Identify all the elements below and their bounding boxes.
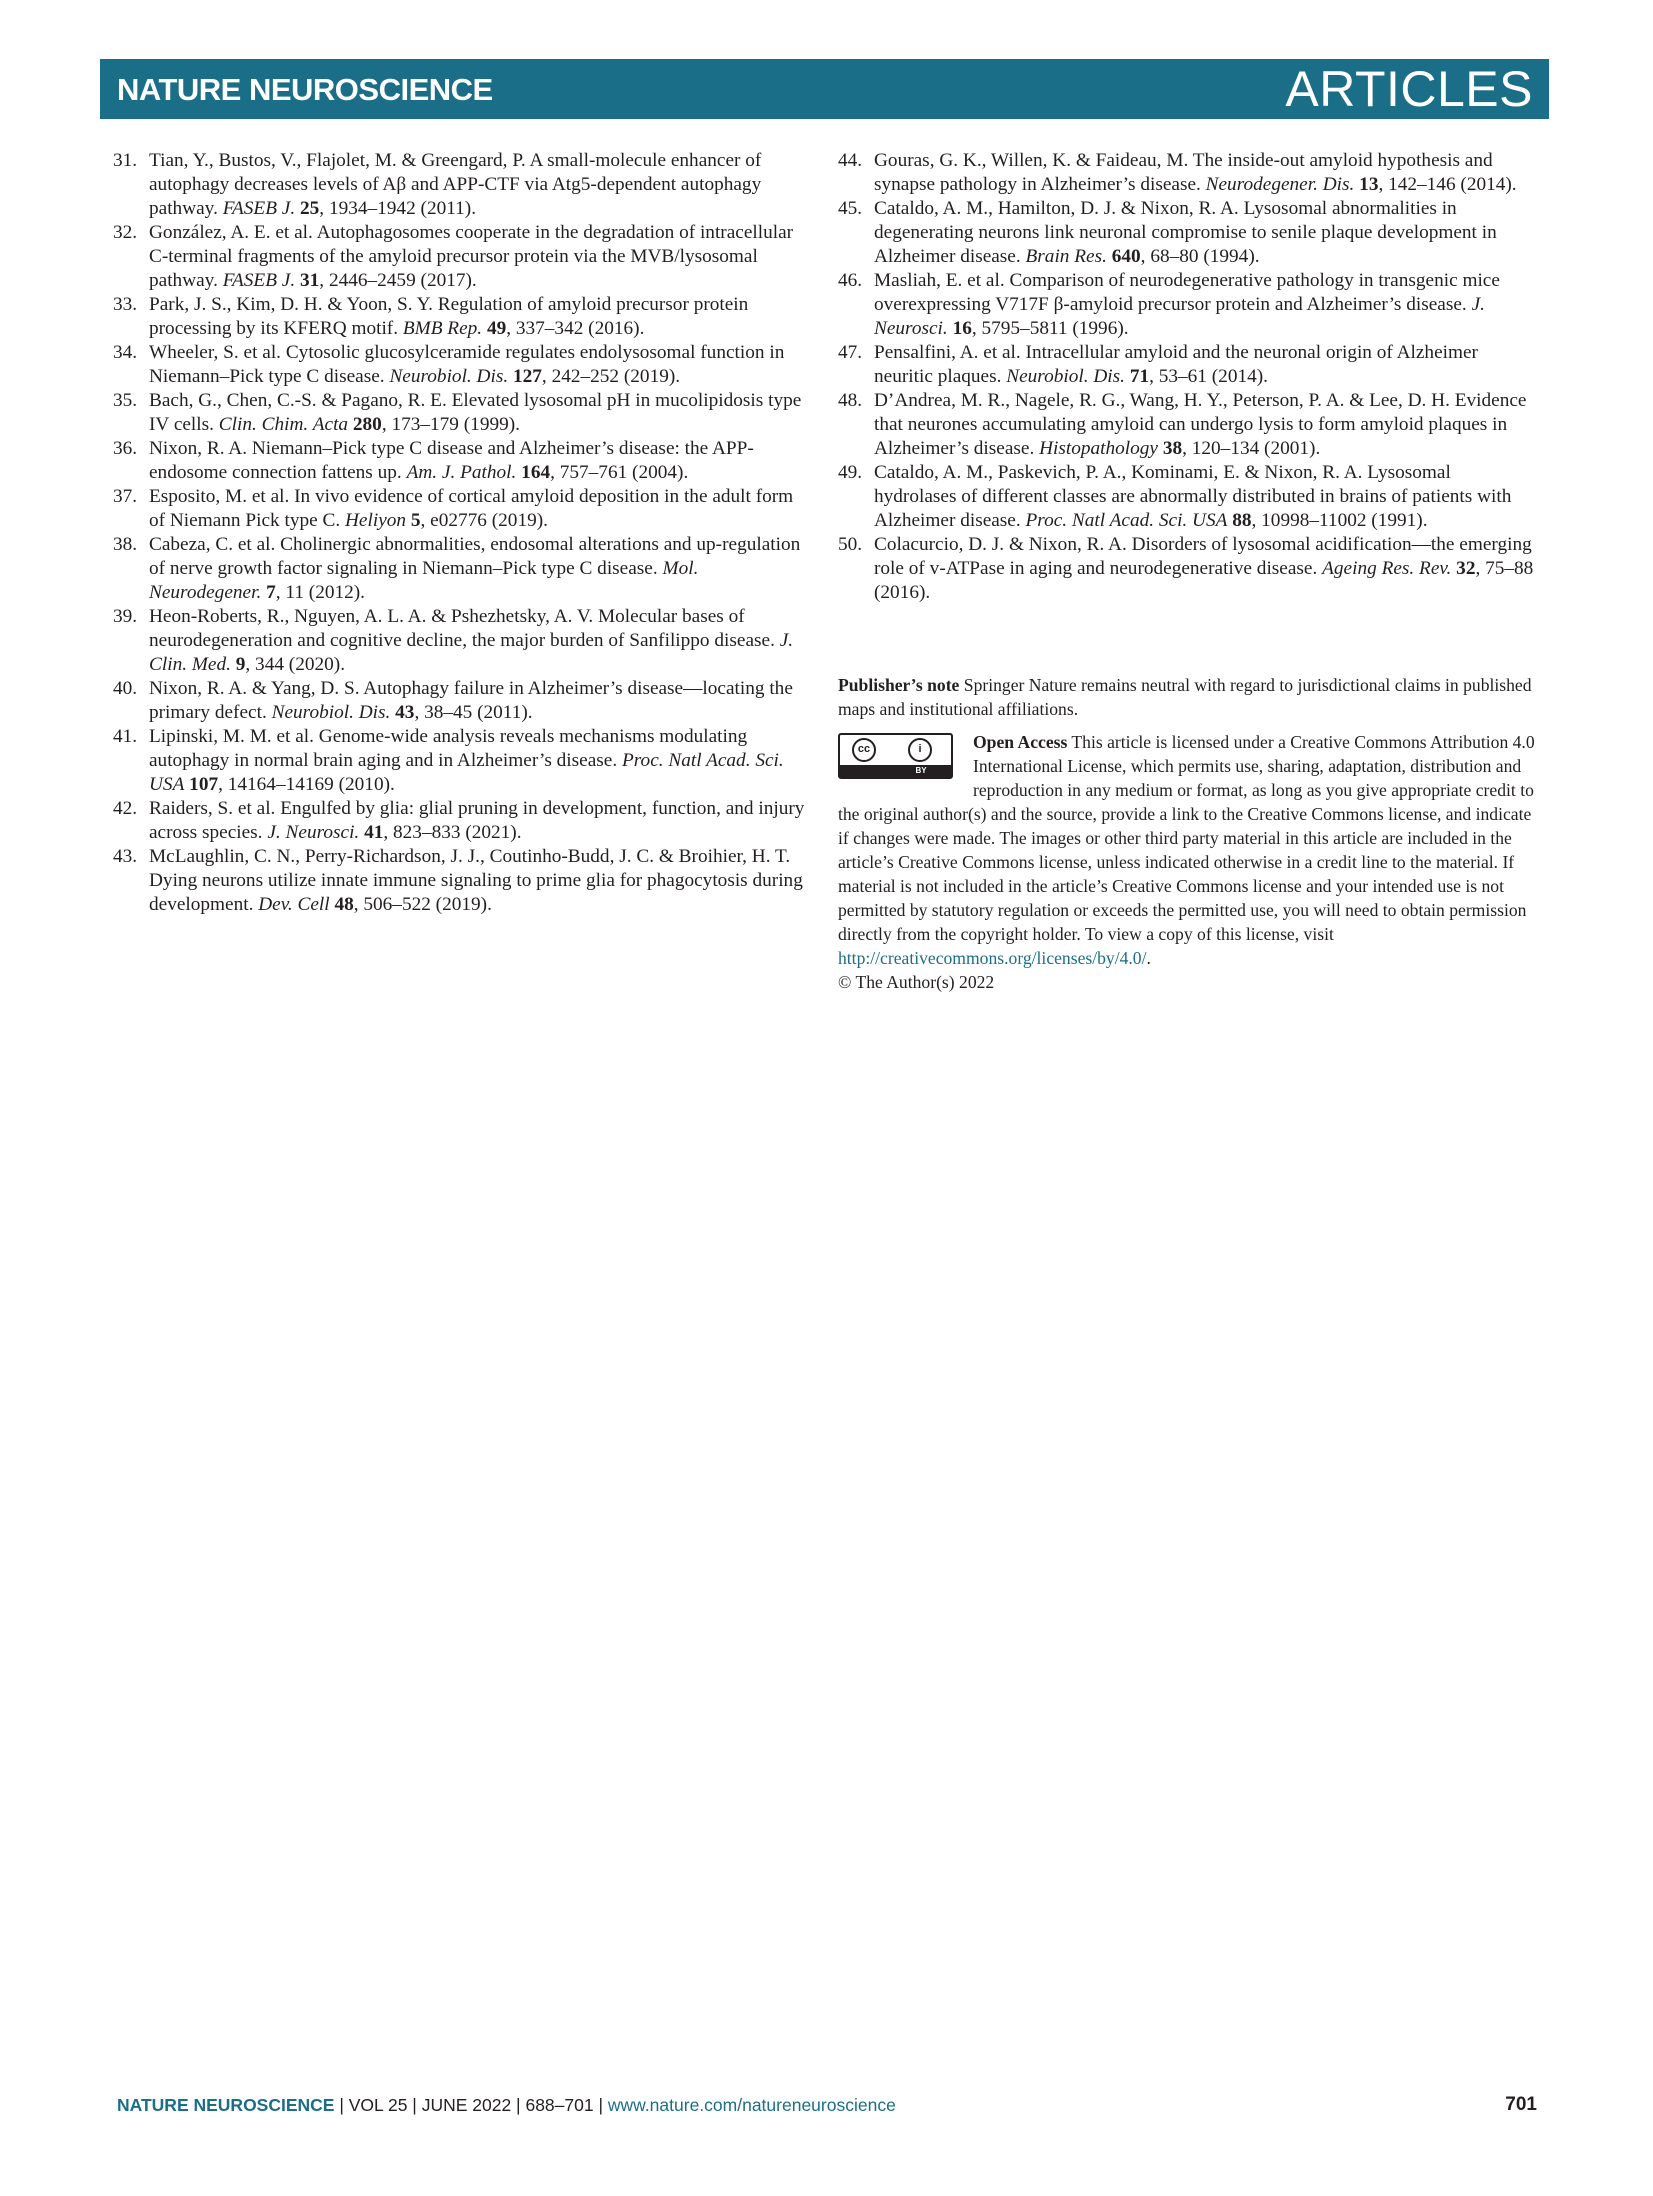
publishers-note-text: Springer Nature remains neutral with regard to jurisdictional claims in published maps and institutional affiliations. bbox=[838, 675, 1532, 719]
page-footer bbox=[117, 2092, 1537, 2118]
reference-item bbox=[113, 341, 813, 389]
reference-number: 35. bbox=[113, 390, 138, 411]
reference-item bbox=[838, 269, 1538, 341]
references-column-left bbox=[113, 149, 813, 917]
reference-number: 33. bbox=[113, 294, 138, 315]
reference-number: 37. bbox=[113, 486, 138, 507]
reference-item bbox=[838, 461, 1538, 533]
reference-text: Wheeler, S. et al. Cytosolic glucosylceramide regulates endolysosomal function in Niemann–Pick type C disease. Neurobiol. Dis. 127, 242–252 (2019). bbox=[149, 342, 785, 387]
reference-item bbox=[838, 533, 1538, 605]
reference-item bbox=[113, 389, 813, 437]
reference-item bbox=[113, 845, 813, 917]
reference-text: Cataldo, A. M., Paskevich, P. A., Kominami, E. & Nixon, R. A. Lysosomal hydrolases of different classes are abnormally distributed in brains of patients with Alzheimer disease. Proc. Natl Acad. Sci. USA 88, 10998–11002 (1991). bbox=[874, 462, 1512, 531]
reference-number: 44. bbox=[838, 150, 863, 171]
page-number: 701 bbox=[1505, 2094, 1537, 2115]
reference-text: Tian, Y., Bustos, V., Flajolet, M. & Greengard, P. A small-molecule enhancer of autophagy decreases levels of Aβ and APP-CTF via Atg5-dependent autophagy pathway. FASEB J. 25, 1934–1942 (2011). bbox=[149, 150, 762, 219]
reference-text: Masliah, E. et al. Comparison of neurodegenerative pathology in transgenic mice overexpressing V717F β-amyloid precursor protein and Alzheimer’s disease. J. Neurosci. 16, 5795–5811 (1996). bbox=[874, 270, 1500, 339]
section-label: ARTICLES bbox=[1285, 61, 1533, 117]
reference-number: 50. bbox=[838, 534, 863, 555]
publishers-note-label: Publisher’s note bbox=[838, 675, 960, 695]
references-column-right bbox=[838, 149, 1538, 605]
reference-item bbox=[838, 197, 1538, 269]
publishers-note bbox=[838, 673, 1538, 721]
reference-text: Park, J. S., Kim, D. H. & Yoon, S. Y. Regulation of amyloid precursor protein processing by its KFERQ motif. BMB Rep. 49, 337–342 (2016). bbox=[149, 294, 749, 339]
reference-item bbox=[113, 677, 813, 725]
reference-number: 45. bbox=[838, 198, 863, 219]
reference-item bbox=[838, 341, 1538, 389]
reference-number: 46. bbox=[838, 270, 863, 291]
copyright-notice: © The Author(s) 2022 bbox=[838, 972, 995, 992]
reference-text: McLaughlin, C. N., Perry-Richardson, J. J., Coutinho-Budd, J. C. & Broihier, H. T. Dying neurons utilize innate immune signaling to prime glia for phagocytosis during development. Dev. Cell 48, 506–522 (2019). bbox=[149, 846, 803, 915]
reference-number: 47. bbox=[838, 342, 863, 363]
reference-number: 32. bbox=[113, 222, 138, 243]
reference-item bbox=[113, 293, 813, 341]
reference-item bbox=[113, 797, 813, 845]
reference-text: Cataldo, A. M., Hamilton, D. J. & Nixon, R. A. Lysosomal abnormalities in degenerating neurons link neuronal compromise to senile plaque development in Alzheimer disease. Brain Res. 640, 68–80 (1994). bbox=[874, 198, 1497, 267]
reference-text: Raiders, S. et al. Engulfed by glia: glial pruning in development, function, and injury across species. J. Neurosci. 41, 823–833 (2021). bbox=[149, 798, 805, 843]
open-access-text: This article is licensed under a Creative Commons Attribution 4.0 International License, which permits use, sharing, adaptation, distribution and reproduction in any medium or format, as long as you give appropriate credit to the original author(s) and the source, provide a link to the Creative Commons license, and indicate if changes were made. The images or other third party material in this article are included in the article’s Creative Commons license, unless indicated otherwise in a credit line to the material. If material is not included in the article’s Creative Commons license and your intended use is not permitted by statutory regulation or exceeds the permitted use, you will need to obtain permission directly from the copyright holder. To view a copy of this license, visit bbox=[838, 732, 1535, 944]
reference-text: D’Andrea, M. R., Nagele, R. G., Wang, H. Y., Peterson, P. A. & Lee, D. H. Evidence that neurones accumulating amyloid can undergo lysis to form amyloid plaques in Alzheimer’s disease. Histopathology 38, 120–134 (2001). bbox=[874, 390, 1527, 459]
reference-item bbox=[113, 149, 813, 221]
reference-text: Lipinski, M. M. et al. Genome-wide analysis reveals mechanisms modulating autophagy in normal brain aging and in Alzheimer’s disease. Proc. Natl Acad. Sci. USA 107, 14164–14169 (2010). bbox=[149, 726, 784, 795]
footer-volume-info: | VOL 25 | JUNE 2022 | 688–701 | bbox=[334, 2095, 608, 2115]
journal-name: NATURE NEUROSCIENCE bbox=[117, 72, 493, 107]
license-link[interactable]: http://creativecommons.org/licenses/by/4.0/ bbox=[838, 948, 1147, 968]
reference-item bbox=[838, 389, 1538, 461]
reference-text: Gouras, G. K., Willen, K. & Faideau, M. The inside-out amyloid hypothesis and synapse pathology in Alzheimer’s disease. Neurodegener. Dis. 13, 142–146 (2014). bbox=[874, 150, 1517, 195]
reference-text: Bach, G., Chen, C.-S. & Pagano, R. E. Elevated lysosomal pH in mucolipidosis type IV cells. Clin. Chim. Acta 280, 173–179 (1999). bbox=[149, 390, 802, 435]
reference-text: Colacurcio, D. J. & Nixon, R. A. Disorders of lysosomal acidification—the emerging role of v-ATPase in aging and neurodegenerative disease. Ageing Res. Rev. 32, 75–88 (2016). bbox=[874, 534, 1534, 603]
reference-text: Nixon, R. A. Niemann–Pick type C disease and Alzheimer’s disease: the APP-endosome connection fattens up. Am. J. Pathol. 164, 757–761 (2004). bbox=[149, 438, 754, 483]
license-link-suffix: . bbox=[1146, 948, 1151, 968]
reference-number: 48. bbox=[838, 390, 863, 411]
footer-journal: NATURE NEUROSCIENCE bbox=[117, 2095, 335, 2115]
open-access-notice bbox=[838, 730, 1538, 994]
reference-number: 40. bbox=[113, 678, 138, 699]
reference-number: 43. bbox=[113, 846, 138, 867]
reference-item bbox=[113, 725, 813, 797]
attribution-icon: i bbox=[908, 738, 932, 762]
reference-text: Heon-Roberts, R., Nguyen, A. L. A. & Pshezhetsky, A. V. Molecular bases of neurodegeneration and cognitive decline, the major burden of Sanfilippo disease. J. Clin. Med. 9, 344 (2020). bbox=[149, 606, 794, 675]
reference-number: 49. bbox=[838, 462, 863, 483]
reference-text: Pensalfini, A. et al. Intracellular amyloid and the neuronal origin of Alzheimer neuritic plaques. Neurobiol. Dis. 71, 53–61 (2014). bbox=[874, 342, 1478, 387]
reference-number: 36. bbox=[113, 438, 138, 459]
journal-header-bar bbox=[100, 59, 1549, 119]
reference-text: González, A. E. et al. Autophagosomes cooperate in the degradation of intracellular C-terminal fragments of the amyloid precursor protein via the MVB/lysosomal pathway. FASEB J. 31, 2446–2459 (2017). bbox=[149, 222, 794, 291]
reference-text: Esposito, M. et al. In vivo evidence of cortical amyloid deposition in the adult form of Niemann Pick type C. Heliyon 5, e02776 (2019). bbox=[149, 486, 794, 531]
reference-item bbox=[113, 437, 813, 485]
reference-item bbox=[113, 485, 813, 533]
reference-number: 34. bbox=[113, 342, 138, 363]
by-label: BY bbox=[915, 766, 927, 775]
reference-number: 41. bbox=[113, 726, 138, 747]
reference-number: 42. bbox=[113, 798, 138, 819]
reference-item bbox=[113, 605, 813, 677]
reference-number: 39. bbox=[113, 606, 138, 627]
creative-commons-icon: cc bbox=[852, 738, 876, 762]
reference-item bbox=[838, 149, 1538, 197]
reference-number: 31. bbox=[113, 150, 138, 171]
open-access-label: Open Access bbox=[973, 732, 1068, 752]
footer-url[interactable]: www.nature.com/natureneuroscience bbox=[607, 2095, 896, 2115]
reference-text: Nixon, R. A. & Yang, D. S. Autophagy failure in Alzheimer’s disease—locating the primary defect. Neurobiol. Dis. 43, 38–45 (2011). bbox=[149, 678, 793, 723]
reference-number: 38. bbox=[113, 534, 138, 555]
reference-text: Cabeza, C. et al. Cholinergic abnormalities, endosomal alterations and up-regulation of nerve growth factor signaling in Niemann–Pick type C disease. Mol. Neurodegener. 7, 11 (2012). bbox=[149, 534, 801, 603]
reference-item bbox=[113, 533, 813, 605]
reference-item bbox=[113, 221, 813, 293]
cc-by-license-badge bbox=[838, 733, 953, 779]
